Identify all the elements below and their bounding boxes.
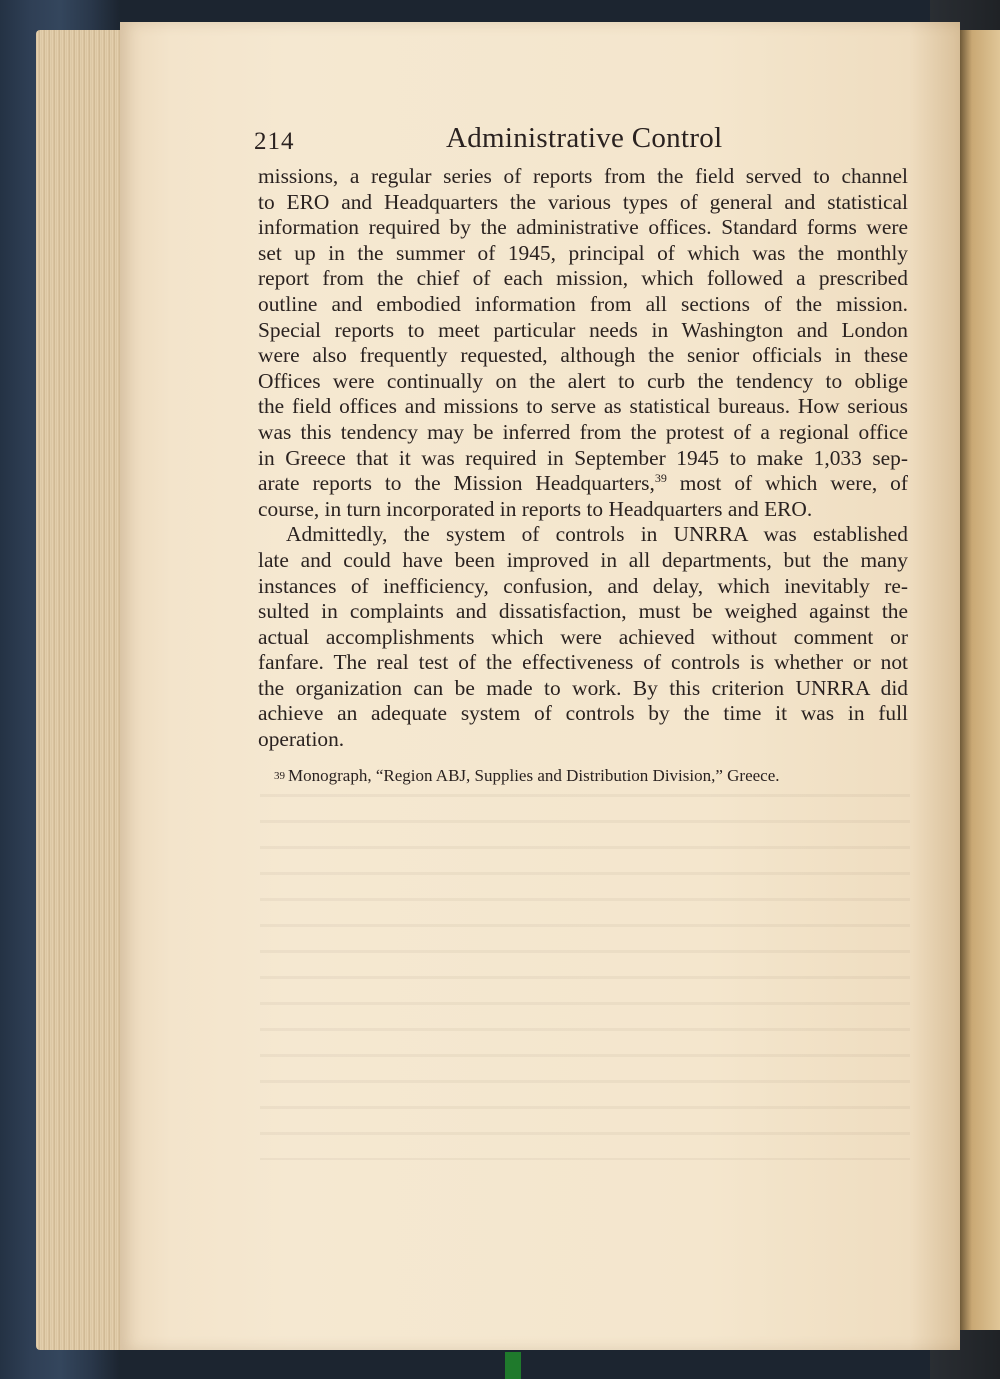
- text-line: in Greece that it was required in September 1945 to make 1,033 sep-: [258, 445, 908, 470]
- page-header: [254, 122, 904, 162]
- text-segment: most of which were, of: [666, 471, 908, 496]
- footnote-number: 39: [274, 770, 285, 782]
- footnote: [274, 765, 894, 787]
- text-segment: arate reports to the Mission Headquarters,: [258, 471, 655, 496]
- body-text: [258, 164, 908, 753]
- paragraph-2: [258, 522, 908, 752]
- text-line: outline and embodied information from all sections of the mission.: [258, 291, 908, 316]
- paragraph-1: [258, 164, 908, 522]
- text-line: report from the chief of each mission, which followed a prescribed: [258, 266, 908, 291]
- text-line: instances of inefficiency, confusion, and delay, which inevitably re-: [258, 573, 908, 598]
- text-line-with-footnote: [258, 471, 908, 497]
- text-line: course, in turn incorporated in reports to Headquarters and ERO.: [258, 496, 813, 521]
- text-line: the organization can be made to work. By this criterion UNRRA did: [258, 675, 908, 700]
- text-line: Admittedly, the system of controls in UNRRA was established: [286, 522, 908, 547]
- text-line: Special reports to meet particular needs in Washington and London: [258, 317, 908, 342]
- text-line: late and could have been improved in all departments, but the many: [258, 547, 908, 572]
- text-line: operation.: [258, 727, 345, 752]
- show-through-text: [260, 780, 910, 1160]
- text-line: was this tendency may be inferred from the protest of a regional office: [258, 419, 908, 444]
- text-line: actual accomplishments which were achieved without comment or: [258, 624, 908, 649]
- text-line: Offices were continually on the alert to curb the tendency to oblige: [258, 368, 908, 393]
- text-line: fanfare. The real test of the effectiveness of controls is whether or not: [258, 650, 908, 675]
- text-line: were also frequently requested, although the senior officials in these: [258, 343, 908, 368]
- text-line: sulted in complaints and dissatisfaction, must be weighed against the: [258, 599, 908, 624]
- text-line: information required by the administrative offices. Standard forms were: [258, 215, 908, 240]
- text-line: set up in the summer of 1945, principal of which was the monthly: [258, 240, 908, 265]
- text-line: missions, a regular series of reports from the field served to channel: [258, 164, 908, 188]
- text-line: the field offices and missions to serve as statistical bureaus. How serious: [258, 394, 908, 419]
- footnote-reference[interactable]: 39: [654, 471, 667, 485]
- text-line: achieve an adequate system of controls by the time it was in full: [258, 701, 908, 726]
- green-bookmark-tab: [505, 1352, 521, 1379]
- footnote-text: Monograph, “Region ABJ, Supplies and Distribution Division,” Greece.: [288, 766, 780, 785]
- text-line: to ERO and Headquarters the various types of general and statistical: [258, 189, 908, 214]
- page-number: 214: [254, 128, 295, 155]
- facing-page-edge: [960, 30, 1000, 1330]
- running-title: Administrative Control: [446, 122, 723, 154]
